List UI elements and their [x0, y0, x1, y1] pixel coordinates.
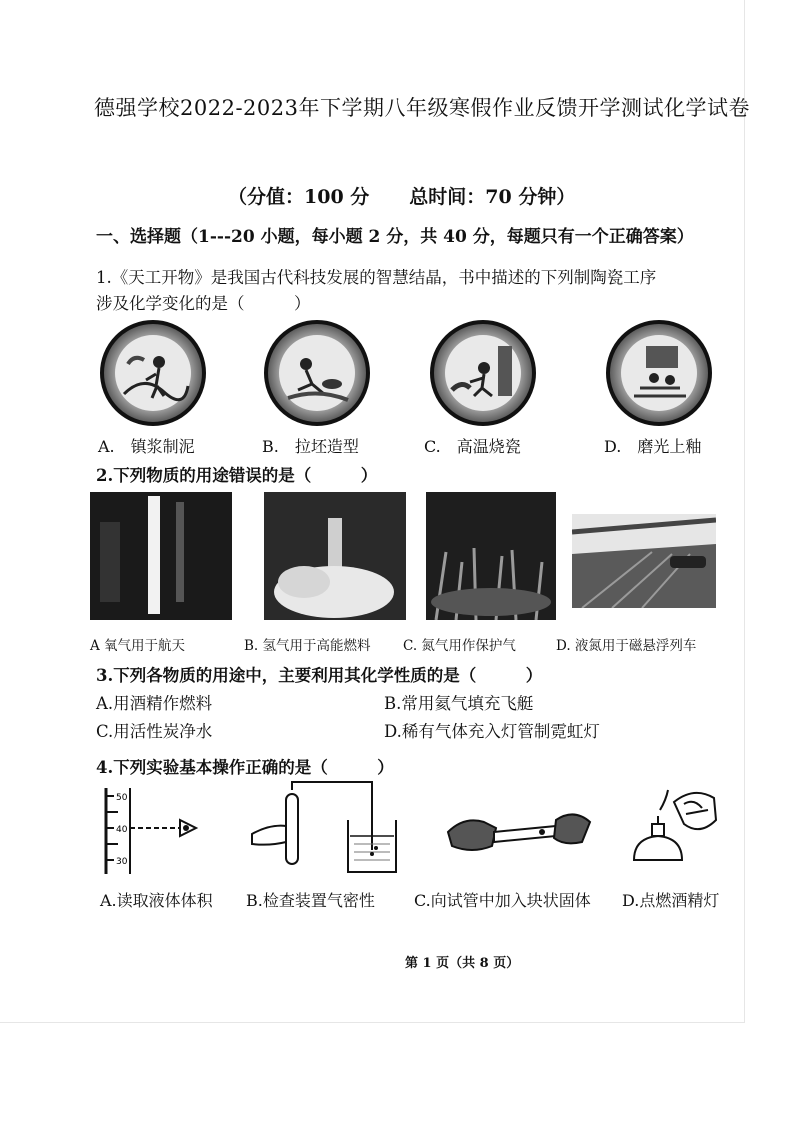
q3-option-a: A.用酒精作燃料 [96, 694, 213, 713]
q2-option-c: C. 氮气用作保护气 [403, 638, 516, 654]
q2-option-b: B. 氢气用于高能燃料 [244, 638, 371, 654]
page-footer: 第 1 页（共 8 页） [405, 956, 520, 971]
q1-image-a-plate [100, 320, 206, 426]
q2-option-a: A 氧气用于航天 [90, 638, 186, 654]
rocket-smoke-photo [264, 492, 406, 620]
section-heading: 一、选择题（1---20 小题，每小题 2 分，共 40 分，每题只有一个正确答案） [96, 227, 694, 247]
scale-label-30: 30 [116, 857, 128, 867]
q4-option-d: D.点燃酒精灯 [622, 891, 720, 910]
q1-option-b: B. 拉坯造型 [262, 437, 359, 456]
scale-label-40: 40 [116, 825, 128, 835]
q1-option-a: A. 镇浆制泥 [98, 437, 195, 456]
maglev-train-photo [572, 514, 716, 608]
adding-solid-to-test-tube-diagram [444, 802, 594, 862]
rocket-launch-photo [90, 492, 232, 620]
score-time-line [228, 182, 575, 209]
q1-image-d-plate [606, 320, 712, 426]
q4-option-c: C.向试管中加入块状固体 [414, 891, 591, 910]
lighting-alcohol-lamp-diagram [624, 780, 724, 876]
q3-option-b: B.常用氦气填充飞艇 [384, 694, 534, 713]
q3-stem: 3.下列各物质的用途中，主要利用其化学性质的是（ ） [96, 666, 543, 685]
worker-mixing-clay-illustration [104, 324, 202, 422]
q1-image-c-plate [430, 320, 536, 426]
kiln-firing-illustration [434, 324, 532, 422]
time-info: 总时间：70 分钟） [409, 186, 576, 208]
exam-title: 德强学校2022-2023年下学期八年级寒假作业反馈开学测试化学试卷 [94, 96, 750, 120]
q1-stem-line1: 1.《天工开物》是我国古代科技发展的智慧结晶，书中描述的下列制陶瓷工序 [96, 268, 657, 287]
q1-option-d: D. 磨光上釉 [604, 437, 702, 456]
q1-stem-line2: 涉及化学变化的是（ ） [96, 294, 311, 313]
q2-stem: 2.下列物质的用途错误的是（ ） [96, 466, 378, 485]
q4-stem: 4.下列实验基本操作正确的是（ ） [96, 758, 394, 777]
scale-label-50: 50 [116, 793, 128, 803]
q4-option-b: B.检查装置气密性 [246, 891, 375, 910]
q1-image-b-plate [264, 320, 370, 426]
q3-option-c: C.用活性炭净水 [96, 722, 213, 741]
grass-plants-photo [426, 492, 556, 620]
worker-shaping-pottery-illustration [268, 324, 366, 422]
score-info: （分值：100 分 [228, 186, 370, 208]
q4-option-a: A.读取液体体积 [100, 891, 213, 910]
graduated-cylinder-diagram [96, 786, 206, 876]
q2-option-d: D. 液氮用于磁悬浮列车 [556, 638, 697, 654]
q1-option-c: C. 高温烧瓷 [424, 437, 521, 456]
airtightness-check-diagram [250, 780, 400, 876]
q3-option-d: D.稀有气体充入灯管制霓虹灯 [384, 722, 600, 741]
polishing-glazing-illustration [610, 324, 708, 422]
